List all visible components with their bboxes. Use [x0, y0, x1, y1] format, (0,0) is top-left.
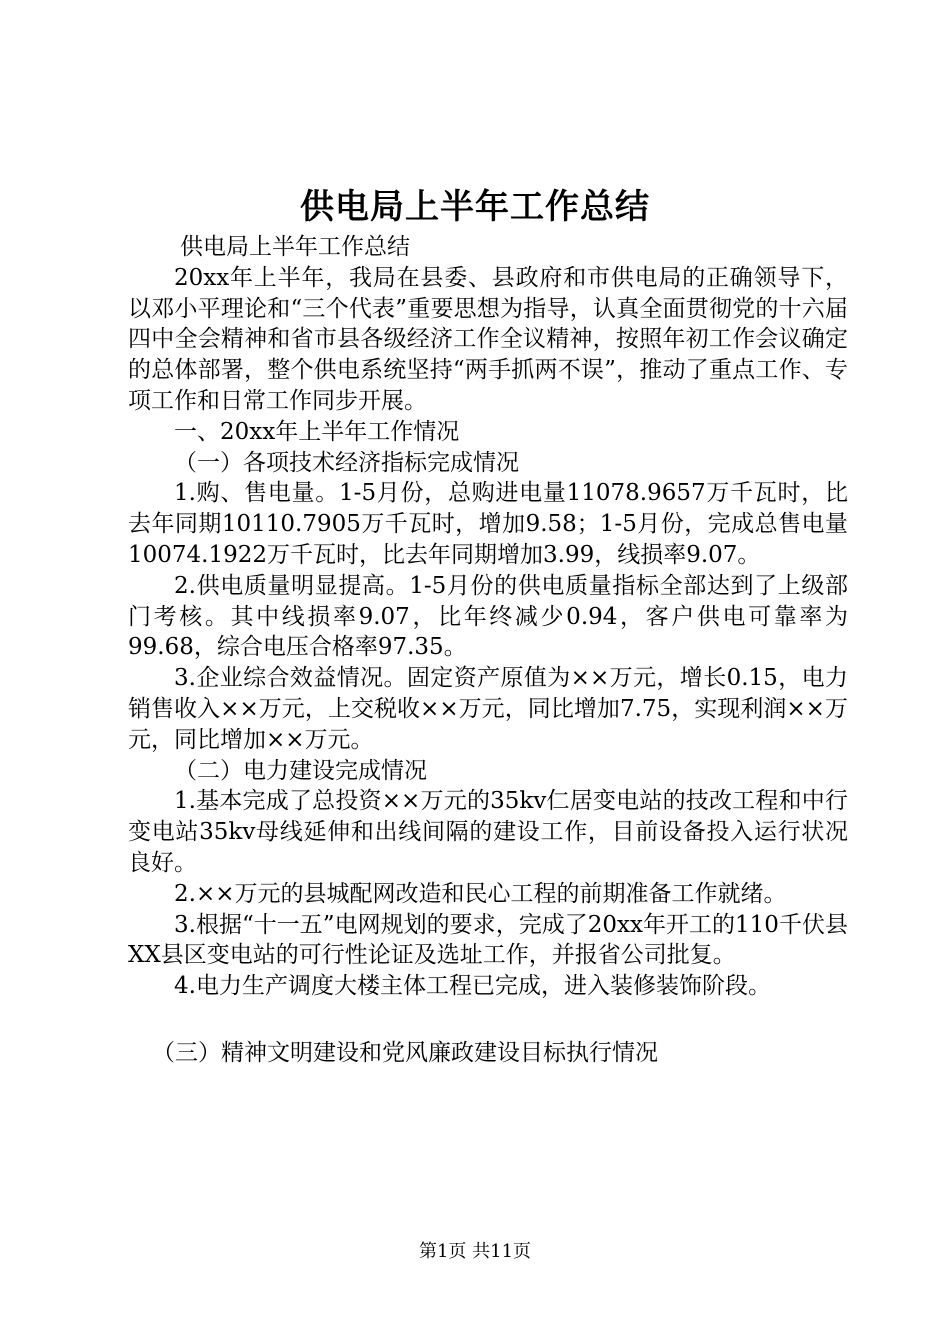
- paragraph-item-1-1: 1.购、售电量。1-5月份，总购进电量11078.9657万千瓦时，比去年同期10110.7905万千瓦时，增加9.58；1-5月份，完成总售电量10074.1922万千瓦时，比去年同期增加3.99，线损率9.07。: [128, 480, 848, 568]
- document-title: 供电局上半年工作总结: [300, 187, 650, 227]
- subsection-heading-2: （二）电力建设完成情况: [174, 757, 427, 784]
- paragraph-item-1-3: 3.企业综合效益情况。固定资产原值为××万元，增长0.15，电力销售收入××万元，上交税收××万元，同比增加7.75，实现利润××万元，同比增加××万元。: [128, 665, 848, 753]
- paragraph-item-1-2: 2.供电质量明显提高。1-5月份的供电质量指标全部达到了上级部门考核。其中线损率9.07，比年终减少0.94，客户供电可靠率为99.68，综合电压合格率97.35。: [128, 572, 848, 661]
- paragraph-item-2-4: 4.电力生产调度大楼主体工程已完成，进入装修装饰阶段。: [174, 973, 771, 1000]
- paragraph-gap: [128, 1002, 848, 1038]
- subsection-heading-1: （一）各项技术经济指标完成情况: [174, 449, 519, 476]
- page-footer: 第1页 共11页: [418, 1241, 532, 1262]
- section-heading-1: 一、20xx年上半年工作情况: [174, 418, 460, 445]
- paragraph-item-2-1: 1.基本完成了总投资××万元的35kv仁居变电站的技改工程和中行变电站35kv母线延伸和出线间隔的建设工作，目前设备投入运行状况良好。: [128, 788, 848, 876]
- paragraph-item-2-3: 3.根据“十一五”电网规划的要求，完成了20xx年开工的110千伏县XX县区变电站的可行性论证及选址工作，并报省公司批复。: [128, 911, 848, 969]
- paragraph-item-2-2: 2.××万元的县城配网改造和民心工程的前期准备工作就绪。: [174, 880, 787, 907]
- paragraph-intro: 20xx年上半年，我局在县委、县政府和市供电局的正确领导下，以邓小平理论和“三个代表”重要思想为指导，认真全面贯彻党的十六届四中全会精神和省市县各级经济工作全议精神，按照年初工作会议确定的总体部署，整个供电系统坚持“两手抓两不误”，推动了重点工作、专项工作和日常工作同步开展。: [128, 264, 848, 414]
- document-body: [128, 232, 848, 1069]
- paragraph-subtitle: 供电局上半年工作总结: [180, 234, 410, 260]
- subsection-heading-3: （三）精神文明建设和党风廉政建设目标执行情况: [152, 1039, 658, 1066]
